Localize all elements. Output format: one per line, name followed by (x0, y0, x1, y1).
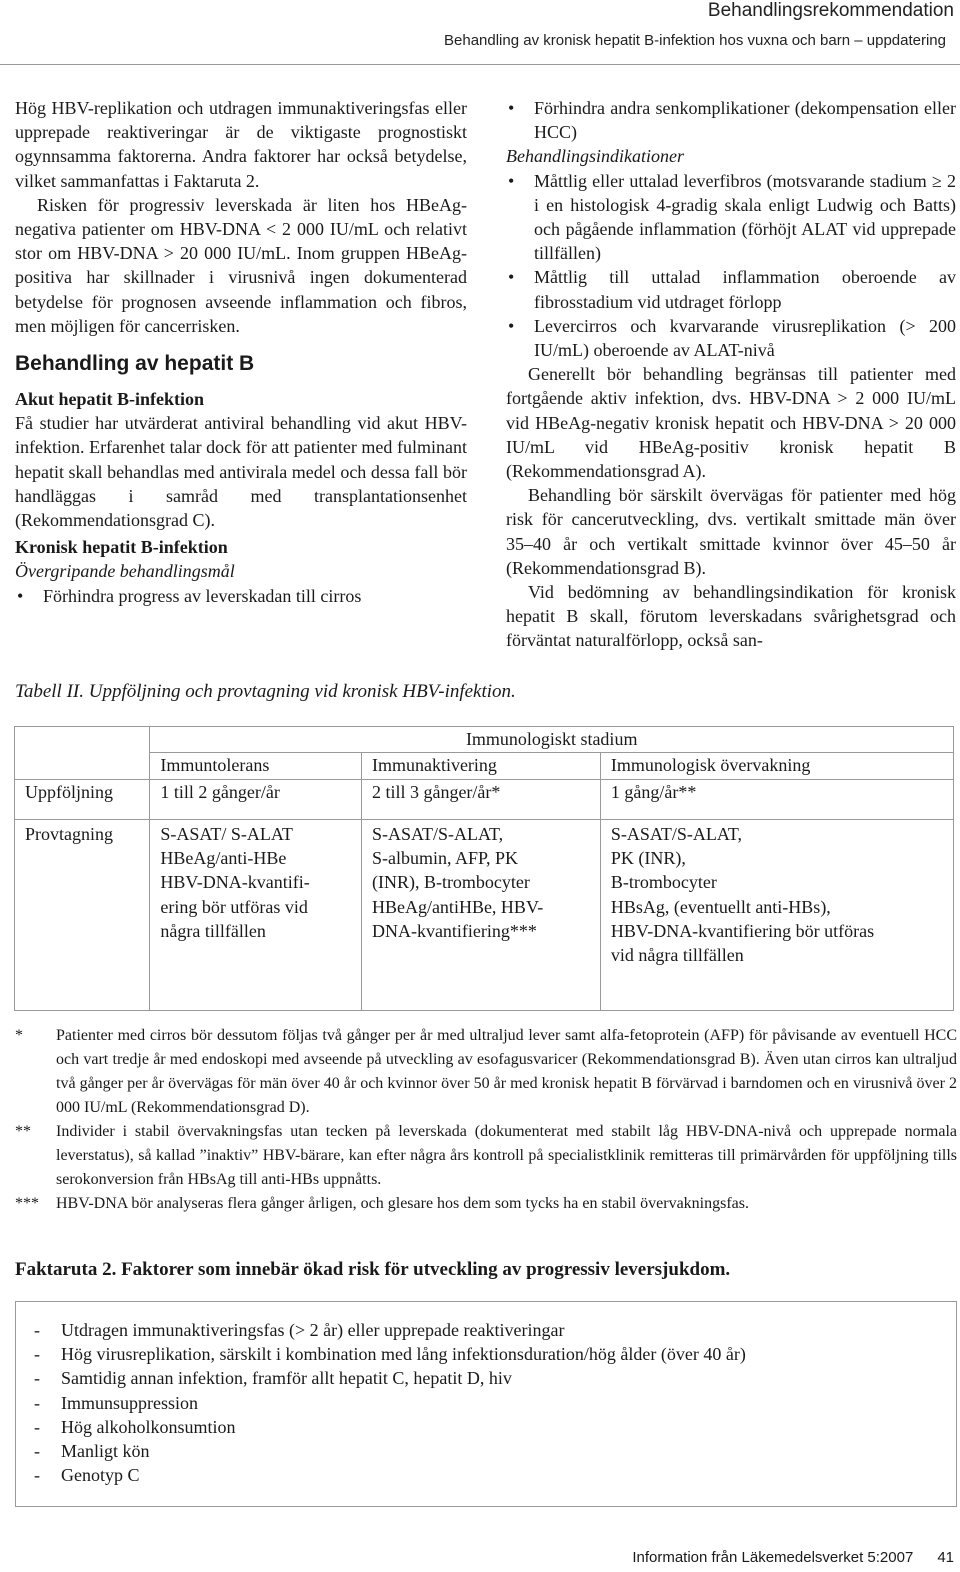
paragraph: Vid bedömning av behandlingsindikation för kronisk hepatit B skall, förutom leverskadans svårighetsgrad och förväntat naturalförlopp, också san- (506, 582, 956, 651)
section-heading: Behandling av hepatit B (15, 352, 255, 376)
paragraph: Generellt bör behandling begränsas till patienter med fortgående aktiv infektion, dvs. HBV-DNA > 2 000 IU/mL vid HBeAg-negativ kronisk hepatit och HBV-DNA > 20 000 IU/mL vid HBeAg-positiv kronisk hepatit B (Rekommendationsgrad A). (506, 364, 956, 482)
table-cell: 1 gång/år** (600, 780, 953, 820)
table-footnotes (15, 1024, 957, 1216)
footer-source: Information från Läkemedelsverket 5:2007 (632, 1549, 914, 1566)
subsection-heading: Akut hepatit B-infektion (15, 389, 205, 410)
faktaruta-title: Faktaruta 2. Faktorer som innebär ökad risk för utveckling av progressiv leversjukdom. (15, 1259, 731, 1280)
page-number: 41 (937, 1549, 954, 1566)
footnote-mark: *** (15, 1195, 39, 1212)
footnote-mark: ** (15, 1123, 31, 1140)
footnote (15, 1024, 957, 1120)
bullet-item: • Levercirros och kvarvarande virusreplikation (> 200 IU/mL) oberoende av ALAT-nivå (506, 314, 956, 362)
italic-heading: Behandlingsindikationer (506, 146, 684, 167)
footnote (15, 1192, 957, 1216)
page-footer (608, 1549, 954, 1566)
header-divider (0, 64, 960, 65)
right-column (506, 96, 956, 653)
footnote-text: Individer i stabil övervakningsfas utan tecken på leverskada (dokumenterat med stabilt låg HBV-DNA-nivå och upprepade normala leverstatus), så kallad ”inaktiv” HBV-bärare, kan efter några års kontroll på specialistklinik remitteras till primärvården för uppföljning tills serokonversion från HBsAg till anti-HBs uppnåtts. (56, 1123, 957, 1188)
italic-heading: Övergripande behandlingsmål (15, 561, 235, 582)
column-header: Immuntolerans (150, 753, 362, 780)
paragraph: Få studier har utvärderat antiviral behandling vid akut HBV-infektion. Erfarenhet talar dock för att patienter med fulminant hepatit skall behandlas med antivirala medel och dessa fall bör handläggas i samråd med transplantationsenhet (Rekommendationsgrad C). (15, 413, 467, 531)
list-item: - Hög alkoholkonsumtion (34, 1415, 956, 1439)
left-column (15, 96, 467, 608)
list-item: - Utdragen immunaktiveringsfas (> 2 år) eller upprepade reaktiveringar (34, 1318, 956, 1342)
running-title: Behandling av kronisk hepatit B-infektion hos vuxna och barn – uppdatering (444, 32, 946, 49)
column-header: Immunologisk övervakning (600, 753, 953, 780)
table-caption: Tabell II. Uppföljning och provtagning vid kronisk HBV-infektion. (15, 681, 516, 702)
list-item: - Genotyp C (34, 1463, 956, 1487)
followup-table (14, 726, 954, 1011)
faktaruta-box (15, 1301, 957, 1507)
table-corner (15, 727, 150, 780)
bullet-item: • Förhindra progress av leverskadan till cirros (15, 584, 467, 608)
section-label: Behandlingsrekommendation (707, 0, 954, 21)
table-cell: 2 till 3 gånger/år* (361, 780, 600, 820)
footnote-text: HBV-DNA bör analyseras flera gånger årligen, och glesare hos dem som tycks ha en stabil övervakningsfas. (56, 1195, 749, 1212)
row-label: Uppföljning (15, 780, 150, 820)
list-item: - Samtidig annan infektion, framför allt hepatit C, hepatit D, hiv (34, 1366, 956, 1390)
row-label: Provtagning (15, 820, 150, 1011)
table-cell: S-ASAT/ S-ALAT HBeAg/anti-HBe HBV-DNA-kvantifi- ering bör utföras vid några tillfällen (150, 820, 362, 1011)
table-group-header: Immunologiskt stadium (150, 727, 954, 753)
bullet-item: • Måttlig till uttalad inflammation oberoende av fibrosstadium vid utdraget förlopp (506, 265, 956, 313)
column-header: Immunaktivering (361, 753, 600, 780)
table-cell: S-ASAT/S-ALAT, S-albumin, AFP, PK (INR), B-trombocyter HBeAg/antiHBe, HBV- DNA-kvantifiering*** (361, 820, 600, 1011)
table-cell: S-ASAT/S-ALAT, PK (INR), B-trombocyter HBsAg, (eventuellt anti-HBs), HBV-DNA-kvantifiering bör utföras vid några tillfällen (600, 820, 953, 1011)
footnote (15, 1120, 957, 1192)
paragraph: Behandling bör särskilt övervägas för patienter med hög risk för cancerutveckling, dvs. vertikalt smittade män över 35–40 år och vertikalt smittade kvinnor över 45–50 år (Rekommendationsgrad B). (506, 485, 956, 578)
table-cell: 1 till 2 gånger/år (150, 780, 362, 820)
bullet-item: • Förhindra andra senkomplikationer (dekompensation eller HCC) (506, 96, 956, 144)
subsection-heading: Kronisk hepatit B-infektion (15, 537, 228, 558)
footnote-mark: * (15, 1027, 23, 1044)
list-item: - Manligt kön (34, 1439, 956, 1463)
footnote-text: Patienter med cirros bör dessutom följas två gånger per år med ultraljud lever samt alfa-fetoprotein (AFP) för påvisande av eventuell HCC och vart tredje år med endoskopi med avseende på utveckling av esofagusvaricer (Rekommendationsgrad B). Även utan cirros kan ultraljud två gånger per år övervägas för män över 40 år och kvinnor över 50 år med kronisk hepatit B förvärvad i barndomen och en virusnivå över 2 000 IU/mL (Rekommendationsgrad D). (56, 1027, 957, 1116)
list-item: - Hög virusreplikation, särskilt i kombination med lång infektionsduration/hög ålder (över 40 år) (34, 1342, 956, 1366)
bullet-item: • Måttlig eller uttalad leverfibros (motsvarande stadium ≥ 2 i en histologisk 4-gradig skala enligt Ludwig och Batts) och pågående inflammation (förhöjt ALAT vid upprepade tillfällen) (506, 169, 956, 266)
list-item: - Immunsuppression (34, 1391, 956, 1415)
paragraph: Risken för progressiv leverskada är liten hos HBeAg-negativa patienter om HBV-DNA < 2 000 IU/mL och relativt stor om HBV-DNA > 20 000 IU/mL. Inom gruppen HBeAg-positiva har skillnader i virusnivå ingen dokumenterad betydelse för prognosen avseende inflammation och fibros, men möjligen för cancerrisken. (15, 194, 467, 336)
paragraph: Hög HBV-replikation och utdragen immunaktiveringsfas eller upprepade reaktiveringar är de viktigaste prognostiskt ogynnsamma faktorerna. Andra faktorer har också betydelse, vilket sammanfattas i Faktaruta 2. (15, 98, 467, 191)
